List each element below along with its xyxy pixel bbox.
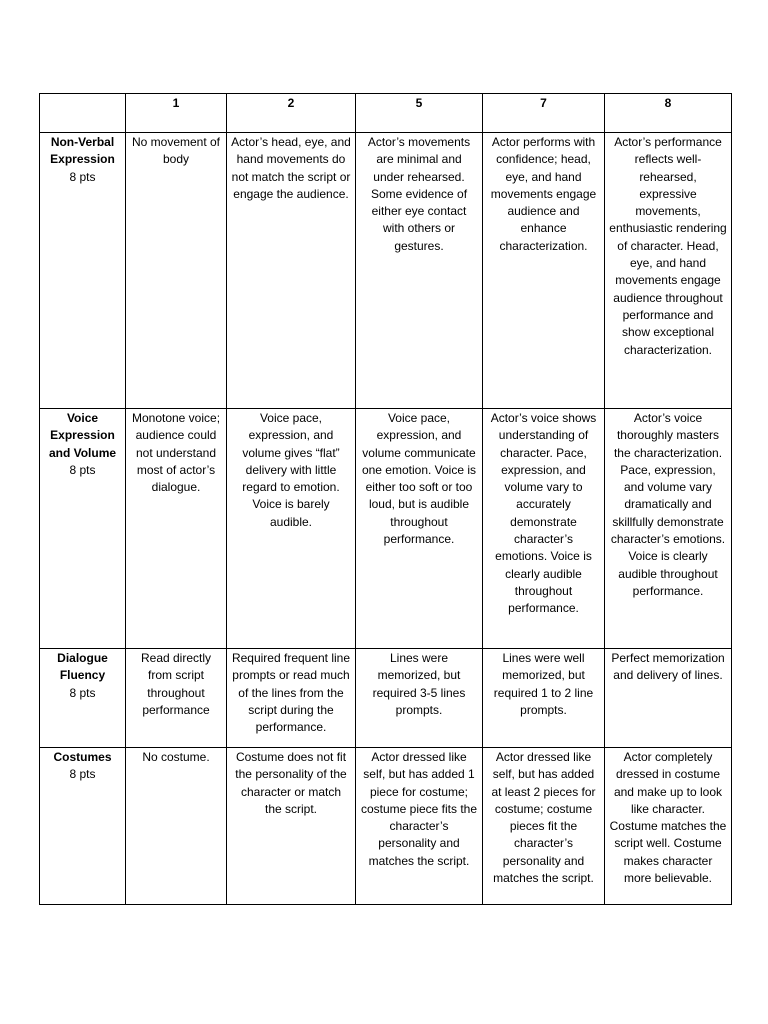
category-cell (40, 649, 126, 748)
category-cell (40, 409, 126, 649)
criteria-cell: Actor’s voice shows understanding of character. Pace, expression, and volume vary to accurately demonstrate character’s emotions. Voice is clearly audible throughout performance. (483, 409, 605, 649)
criteria-cell: Perfect memorization and delivery of lines. (605, 649, 732, 748)
rubric-row-dialogue (40, 649, 732, 748)
criteria-cell: No costume. (126, 748, 227, 905)
criteria-cell: Actor’s movements are minimal and under rehearsed. Some evidence of either eye contact with others or gestures. (356, 133, 483, 409)
criteria-cell: Actor’s voice thoroughly masters the characterization. Pace, expression, and volume vary dramatically and skillfully demonstrate character’s emotions. Voice is clearly audible throughout performance. (605, 409, 732, 649)
criteria-cell: Read directly from script throughout performance (126, 649, 227, 748)
score-header-7: 7 (483, 94, 605, 133)
criteria-cell: Monotone voice; audience could not understand most of actor’s dialogue. (126, 409, 227, 649)
criteria-cell: Voice pace, expression, and volume gives “flat” delivery with little regard to emotion. Voice is barely audible. (227, 409, 356, 649)
category-name: Voice Expression and Volume (48, 411, 117, 460)
category-points: 8 pts (69, 462, 96, 477)
criteria-cell: Actor completely dressed in costume and make up to look like character. Costume matches the script well. Costume makes character more believable. (605, 748, 732, 905)
category-name: Costumes (53, 750, 112, 764)
criteria-cell: Actor’s head, eye, and hand movements do not match the script or engage the audience. (227, 133, 356, 409)
header-blank-cell (40, 94, 126, 133)
category-name: Dialogue Fluency (57, 651, 108, 683)
criteria-cell: No movement of body (126, 133, 227, 409)
category-name: Non-Verbal Expression (50, 135, 115, 167)
criteria-cell: Actor dressed like self, but has added at least 2 pieces for costume; costume pieces fit the character’s personality and matches the script. (483, 748, 605, 905)
criteria-cell: Actor’s performance reflects well-rehearsed, expressive movements, enthusiastic rendering of character. Head, eye, and hand movements engage audience throughout performance and show exceptional characterization. (605, 133, 732, 409)
category-points: 8 pts (69, 767, 96, 782)
category-points: 8 pts (69, 169, 96, 184)
score-header-5: 5 (356, 94, 483, 133)
score-header-8: 8 (605, 94, 732, 133)
criteria-cell: Actor performs with confidence; head, eye, and hand movements engage audience and enhance characterization. (483, 133, 605, 409)
rubric-row-costumes (40, 748, 732, 905)
criteria-cell: Required frequent line prompts or read much of the lines from the script during the performance. (227, 649, 356, 748)
score-header-2: 2 (227, 94, 356, 133)
header-row (40, 94, 732, 133)
criteria-cell: Lines were memorized, but required 3-5 lines prompts. (356, 649, 483, 748)
criteria-cell: Costume does not fit the personality of the character or match the script. (227, 748, 356, 905)
rubric-table (39, 93, 732, 905)
category-cell (40, 133, 126, 409)
rubric-row-voice (40, 409, 732, 649)
criteria-cell: Lines were well memorized, but required 1 to 2 line prompts. (483, 649, 605, 748)
category-cell (40, 748, 126, 905)
score-header-1: 1 (126, 94, 227, 133)
category-points: 8 pts (69, 685, 96, 700)
rubric-row-nonverbal (40, 133, 732, 409)
criteria-cell: Voice pace, expression, and volume communicate one emotion. Voice is either too soft or too loud, but is audible throughout performance. (356, 409, 483, 649)
criteria-cell: Actor dressed like self, but has added 1 piece for costume; costume piece fits the character’s personality and matches the script. (356, 748, 483, 905)
